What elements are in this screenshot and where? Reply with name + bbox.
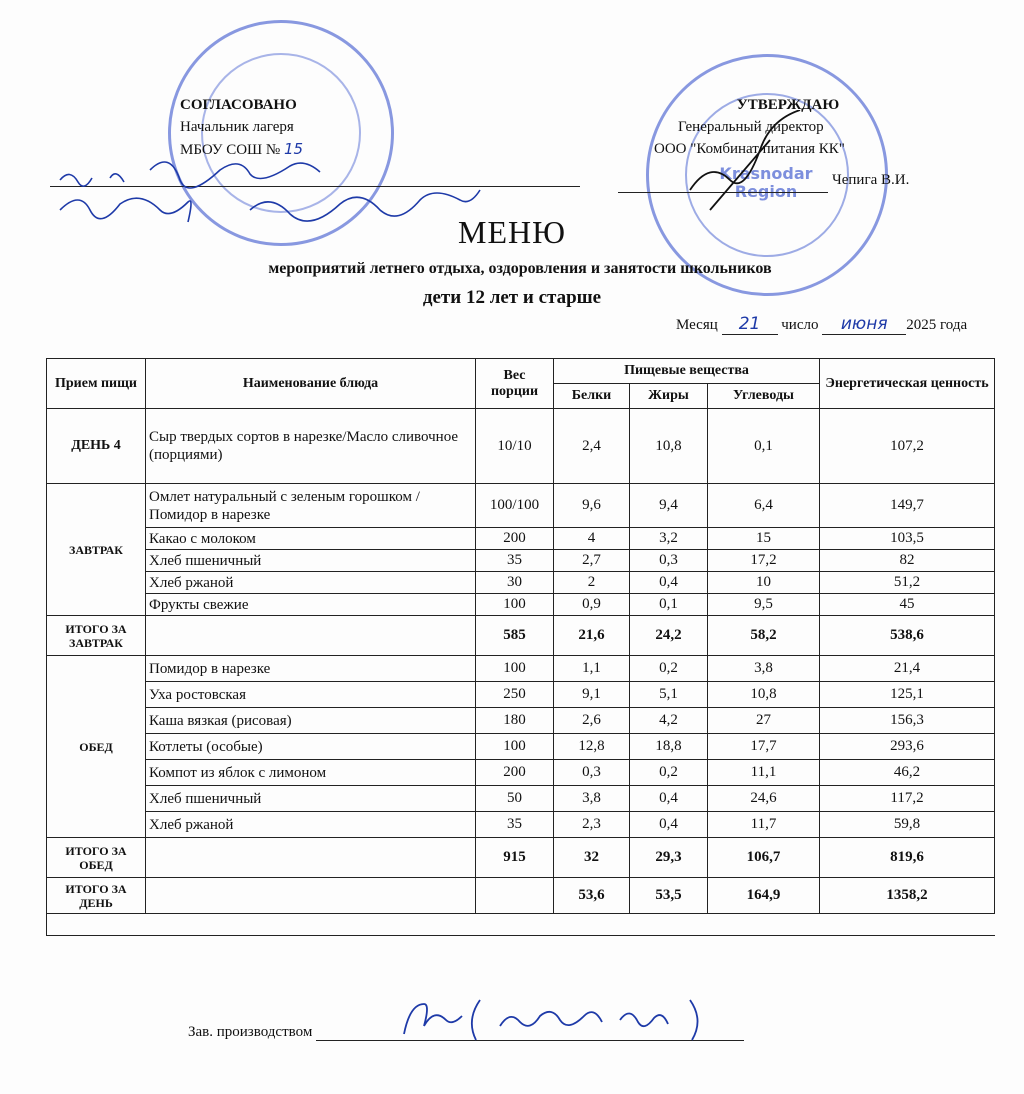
cell-carbs: 58,2: [708, 616, 820, 656]
cell-carbs: 164,9: [708, 878, 820, 914]
cell-carbs: 11,1: [708, 760, 820, 786]
dish-name: Уха ростовская: [146, 682, 476, 708]
cell-protein: 4: [554, 528, 630, 550]
age-group: дети 12 лет и старше: [422, 287, 602, 308]
table-footer-row: [47, 914, 995, 936]
cell-energy: 819,6: [820, 838, 995, 878]
cell-protein: 3,8: [554, 786, 630, 812]
cell-fat: 0,1: [630, 594, 708, 616]
cell-energy: 107,2: [820, 409, 995, 484]
cell-protein: 9,1: [554, 682, 630, 708]
dish-name: Хлеб ржаной: [146, 572, 476, 594]
dish-name: Компот из яблок с лимоном: [146, 760, 476, 786]
cell-weight: 915: [476, 838, 554, 878]
cell-fat: 0,4: [630, 812, 708, 838]
cell-weight: 35: [476, 550, 554, 572]
approval-right-position: Генеральный директор: [678, 119, 824, 135]
cell-fat: 5,1: [630, 682, 708, 708]
cell-weight: [476, 878, 554, 914]
cell-energy: 156,3: [820, 708, 995, 734]
table-row: [47, 734, 995, 760]
header-protein: Белки: [554, 384, 630, 409]
table-row: [47, 708, 995, 734]
cell-weight: 100/100: [476, 484, 554, 528]
table-row: [47, 682, 995, 708]
cell-fat: 4,2: [630, 708, 708, 734]
date-line: Месяц 21 число июня 2025 года: [676, 314, 968, 334]
cell-energy: 46,2: [820, 760, 995, 786]
production-manager: [188, 1022, 744, 1041]
cell-carbs: 10: [708, 572, 820, 594]
approval-left-school: МБОУ СОШ № 15: [180, 140, 304, 158]
cell-protein: 9,6: [554, 484, 630, 528]
cell-fat: 29,3: [630, 838, 708, 878]
cell-protein: 2,7: [554, 550, 630, 572]
header-energy: Энергетическая ценность: [820, 359, 995, 409]
header-weight: Вес порции: [476, 359, 554, 409]
cell-energy: 149,7: [820, 484, 995, 528]
cell-carbs: 11,7: [708, 812, 820, 838]
cell-weight: 100: [476, 734, 554, 760]
dish-name: Сыр твердых сортов в нарезке/Масло сливочное (порциями): [146, 409, 476, 484]
cell-carbs: 3,8: [708, 656, 820, 682]
dish-name: Каша вязкая (рисовая): [146, 708, 476, 734]
dish-name: Хлеб пшеничный: [146, 786, 476, 812]
cell-weight: 50: [476, 786, 554, 812]
cell-fat: 24,2: [630, 616, 708, 656]
table-row: [47, 528, 995, 550]
cell-energy: 51,2: [820, 572, 995, 594]
menu-subtitle: мероприятий летнего отдыха, оздоровления и занятости школьников: [268, 260, 772, 277]
cell-fat: 53,5: [630, 878, 708, 914]
signature-line-right: [618, 192, 828, 193]
cell-carbs: 17,2: [708, 550, 820, 572]
cell-carbs: 27: [708, 708, 820, 734]
cell-weight: 585: [476, 616, 554, 656]
total-lunch-label: ИТОГО ЗА ОБЕД: [47, 838, 146, 878]
meal-lunch: ОБЕД: [47, 656, 146, 838]
header-nutrients: Пищевые вещества: [554, 359, 820, 384]
cell-weight: 100: [476, 656, 554, 682]
cell-fat: 0,4: [630, 786, 708, 812]
approval-right: [648, 94, 928, 160]
cell-energy: 293,6: [820, 734, 995, 760]
cell-weight: 100: [476, 594, 554, 616]
cell-weight: 200: [476, 760, 554, 786]
header-dish: Наименование блюда: [146, 359, 476, 409]
cell-fat: 0,4: [630, 572, 708, 594]
day-value: июня: [822, 314, 906, 335]
approval-left-title: СОГЛАСОВАНО: [180, 97, 297, 113]
table-row-total: [47, 838, 995, 878]
table-row: [47, 594, 995, 616]
approval-left-position: Начальник лагеря: [180, 119, 294, 135]
table-row: [47, 656, 995, 682]
day-label: ДЕНЬ 4: [47, 409, 146, 484]
cell-fat: 18,8: [630, 734, 708, 760]
approval-right-company: ООО "Комбинат питания КК": [654, 141, 845, 157]
cell-fat: 0,3: [630, 550, 708, 572]
cell-energy: 82: [820, 550, 995, 572]
header-fat: Жиры: [630, 384, 708, 409]
dish-name: Хлеб ржаной: [146, 812, 476, 838]
cell-protein: 2,3: [554, 812, 630, 838]
cell-fat: 0,2: [630, 656, 708, 682]
dish-name: Помидор в нарезке: [146, 656, 476, 682]
manager-signature: [390, 990, 720, 1050]
approval-left: [180, 94, 303, 161]
table-row: [47, 812, 995, 838]
cell-weight: 10/10: [476, 409, 554, 484]
cell-protein: 2,4: [554, 409, 630, 484]
table-row: [47, 572, 995, 594]
cell-carbs: 6,4: [708, 484, 820, 528]
table-row-total: [47, 878, 995, 914]
cell-protein: 1,1: [554, 656, 630, 682]
meal-breakfast: ЗАВТРАК: [47, 484, 146, 616]
cell-protein: 21,6: [554, 616, 630, 656]
dish-name: Котлеты (особые): [146, 734, 476, 760]
approval-right-title: УТВЕРЖДАЮ: [736, 97, 840, 113]
cell-carbs: 0,1: [708, 409, 820, 484]
cell-carbs: 106,7: [708, 838, 820, 878]
cell-fat: 10,8: [630, 409, 708, 484]
cell-protein: 32: [554, 838, 630, 878]
table-row: [47, 786, 995, 812]
cell-fat: 9,4: [630, 484, 708, 528]
cell-protein: 2,6: [554, 708, 630, 734]
cell-protein: 12,8: [554, 734, 630, 760]
cell-energy: 59,8: [820, 812, 995, 838]
table-row: [47, 484, 995, 528]
table-row: [47, 409, 995, 484]
header-carbs: Углеводы: [708, 384, 820, 409]
dish-name: Какао с молоком: [146, 528, 476, 550]
cell-weight: 35: [476, 812, 554, 838]
director-name: Чепига В.И.: [832, 172, 910, 188]
cell-energy: 21,4: [820, 656, 995, 682]
cell-carbs: 17,7: [708, 734, 820, 760]
cell-protein: 53,6: [554, 878, 630, 914]
dish-name: Омлет натуральный с зеленым горошком /Помидор в нарезке: [146, 484, 476, 528]
table-row-total: [47, 616, 995, 656]
total-breakfast-label: ИТОГО ЗА ЗАВТРАК: [47, 616, 146, 656]
cell-carbs: 15: [708, 528, 820, 550]
cell-protein: 2: [554, 572, 630, 594]
cell-carbs: 10,8: [708, 682, 820, 708]
total-day-label: ИТОГО ЗА ДЕНЬ: [47, 878, 146, 914]
month-value: 21: [722, 314, 778, 335]
cell-carbs: 9,5: [708, 594, 820, 616]
cell-energy: 125,1: [820, 682, 995, 708]
dish-name: Хлеб пшеничный: [146, 550, 476, 572]
manager-label: Зав. производством: [188, 1024, 313, 1040]
cell-energy: 538,6: [820, 616, 995, 656]
cell-energy: 103,5: [820, 528, 995, 550]
page-title: МЕНЮ: [458, 214, 566, 250]
cell-protein: 0,9: [554, 594, 630, 616]
menu-table: [46, 358, 995, 936]
cell-weight: 250: [476, 682, 554, 708]
cell-energy: 1358,2: [820, 878, 995, 914]
table-row: [47, 550, 995, 572]
signature-line-left: [50, 186, 580, 187]
cell-protein: 0,3: [554, 760, 630, 786]
dish-name: Фрукты свежие: [146, 594, 476, 616]
cell-energy: 45: [820, 594, 995, 616]
cell-fat: 0,2: [630, 760, 708, 786]
school-number: 15: [284, 140, 304, 158]
table-row: [47, 760, 995, 786]
cell-fat: 3,2: [630, 528, 708, 550]
header-meal: Прием пищи: [47, 359, 146, 409]
cell-carbs: 24,6: [708, 786, 820, 812]
cell-weight: 180: [476, 708, 554, 734]
cell-weight: 200: [476, 528, 554, 550]
manager-signature-line: [316, 1022, 744, 1041]
stamp-region-text: Krasnodar Region: [719, 164, 813, 201]
cell-weight: 30: [476, 572, 554, 594]
cell-energy: 117,2: [820, 786, 995, 812]
